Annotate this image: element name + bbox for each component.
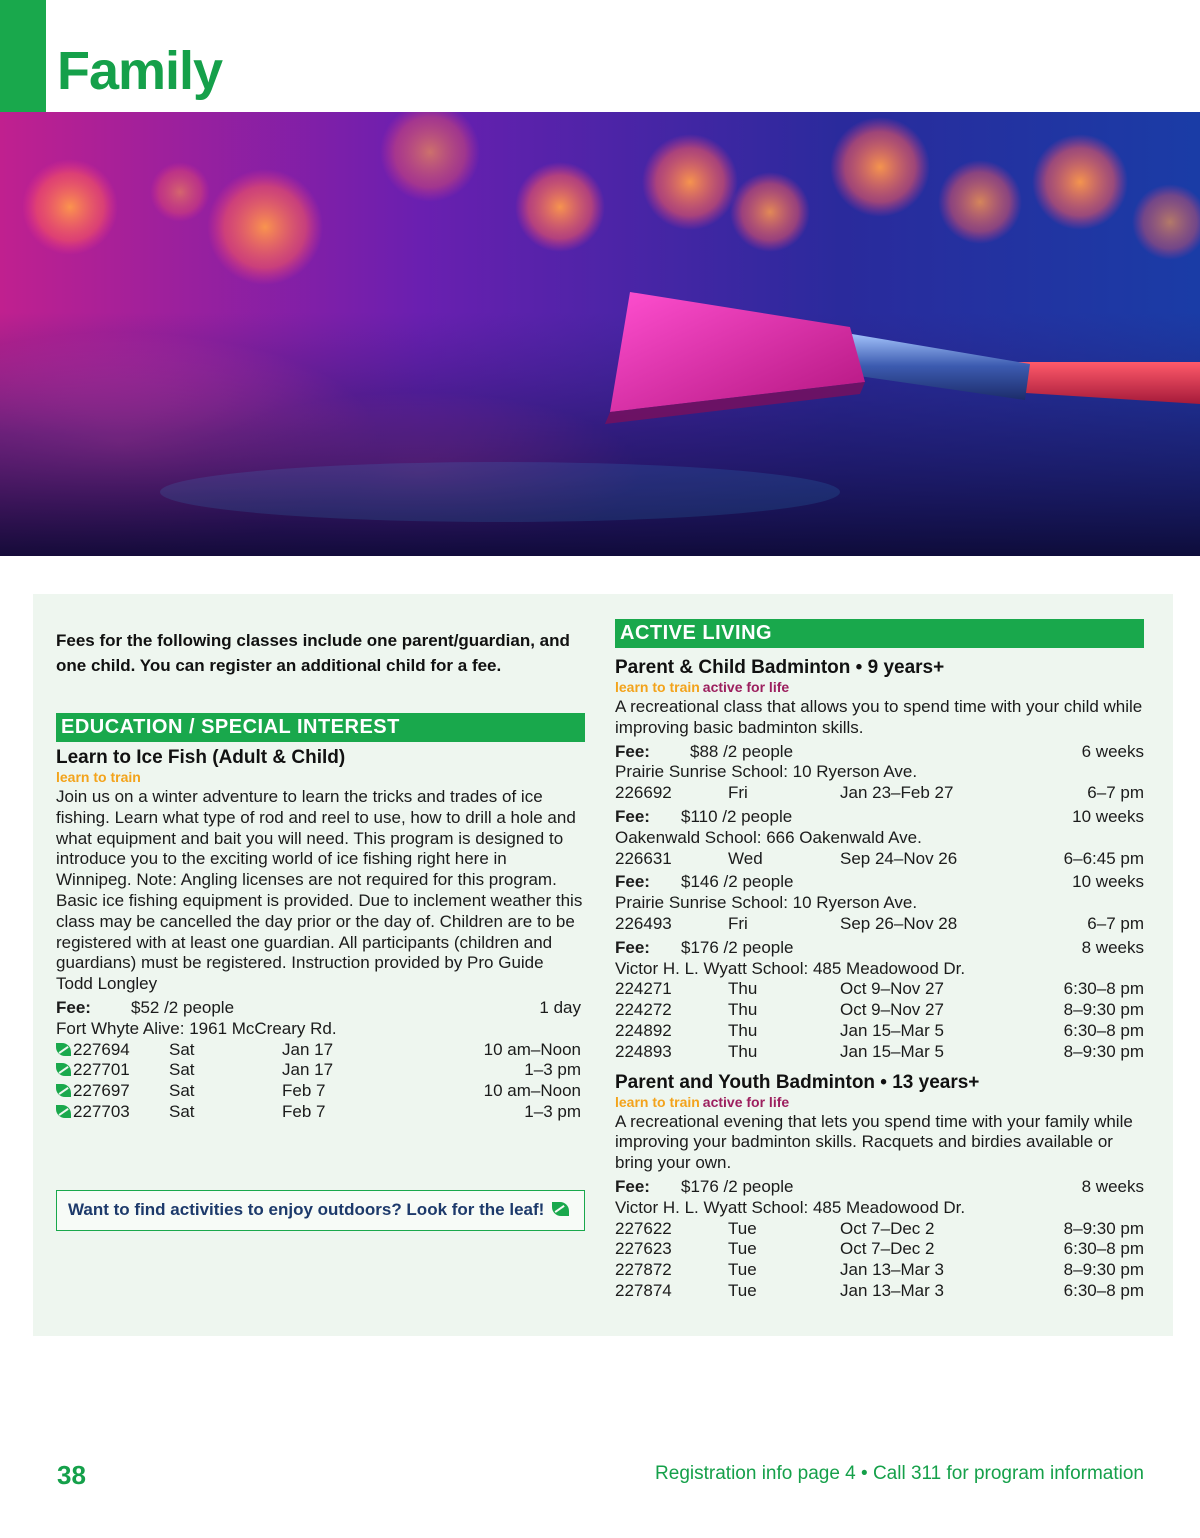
session-time: 10 am–Noon [483,1039,581,1059]
leaf-icon [56,1063,71,1076]
session-time: 8–9:30 pm [1063,1260,1144,1280]
session-row[interactable] [615,1281,1144,1302]
session-day: Fri [728,783,748,803]
program-tags [56,769,586,785]
fee-row [615,807,1144,828]
tag-learn-to-train: learn to train [56,769,141,785]
fee-label: Fee: [56,997,91,1017]
location: Fort Whyte Alive: 1961 McCreary Rd. [56,1018,337,1038]
session-day: Fri [728,913,748,933]
session-date: Feb 7 [282,1081,326,1101]
session-time: 8–9:30 pm [1063,1000,1144,1020]
location: Victor H. L. Wyatt School: 485 Meadowood Dr. [615,1197,966,1217]
session-time: 6–7 pm [1087,913,1144,933]
program-description: Join us on a winter adventure to learn the tricks and trades of ice fishing. Learn what type of rod and reel to use, how to drill a hole and what equipment and bait you will need. This program is designed to introduce you to the exciting world of ice fishing right here in Winnipeg. Note: Angling licenses are not required for this program. Basic ice fishing equipment is provided. Due to inclement weather this class may be cancelled the day prior or the day of. Children are to be registered with at least one guardian. All participants (children and guardians) must be registered. Instruction provided by Pro Guide Todd Longley [56,787,583,994]
course-code: 224893 [615,1041,672,1061]
program-description: A recreational evening that lets you spend time with your family while improving your badminton skills. Racquets and birdies available or bring your own. [615,1111,1133,1173]
session-row[interactable] [615,914,1144,935]
session-time: 6:30–8 pm [1063,1239,1144,1259]
fee-amount: $176 /2 people [681,1176,794,1196]
fee-amount: $176 /2 people [681,937,794,957]
page-title: Family [57,41,223,101]
course-code: 224892 [615,1020,672,1040]
session-day: Thu [728,979,758,999]
session-day: Sat [169,1101,195,1121]
leaf-icon [56,1043,71,1056]
session-row[interactable] [615,1021,1144,1042]
fee-label: Fee: [615,806,650,826]
session-date: Oct 7–Dec 2 [840,1218,935,1238]
program-title: Parent & Child Badminton • 9 years+ [615,657,945,678]
leaf-callout [56,1190,585,1231]
program-tags [615,679,1144,695]
course-code: 226493 [615,913,672,933]
location: Victor H. L. Wyatt School: 485 Meadowood Dr. [615,958,966,978]
session-day: Tue [728,1280,757,1300]
section-heading-education: EDUCATION / SPECIAL INTEREST [56,713,585,742]
left-column [56,628,586,1123]
session-day: Sat [169,1081,195,1101]
session-row[interactable] [615,1042,1144,1063]
course-code: 226631 [615,848,672,868]
fee-row [56,998,581,1019]
program-tags [615,1094,1144,1110]
session-row[interactable] [615,1219,1144,1240]
program-title: Parent and Youth Badminton • 13 years+ [615,1071,980,1093]
fee-label: Fee: [615,937,650,957]
session-date: Oct 7–Dec 2 [840,1239,935,1259]
session-date: Jan 15–Mar 5 [840,1041,944,1061]
session-time: 8–9:30 pm [1063,1041,1144,1061]
session-date: Jan 13–Mar 3 [840,1280,944,1300]
duration: 10 weeks [1072,806,1144,826]
leaf-icon [56,1084,71,1097]
course-code: 224271 [615,979,672,999]
session-day: Sat [169,1039,195,1059]
session-time: 8–9:30 pm [1063,1218,1144,1238]
session-row[interactable] [56,1102,581,1123]
tag-active-for-life: active for life [702,1093,790,1110]
session-date: Jan 13–Mar 3 [840,1260,944,1280]
intro-text: Fees for the following classes include one parent/guardian, and one child. You can register an additional child for a fee. [56,631,570,675]
session-date: Jan 17 [282,1039,334,1059]
program-title: Learn to Ice Fish (Adult & Child) [56,747,346,768]
duration: 6 weeks [1081,741,1144,761]
session-time: 6–7 pm [1087,783,1144,803]
location: Prairie Sunrise School: 10 Ryerson Ave. [615,762,918,782]
session-date: Sep 26–Nov 28 [840,913,958,933]
session-date: Oct 9–Nov 27 [840,979,944,999]
fee-amount: $146 /2 people [681,872,794,892]
fee-amount: $110 /2 people [681,806,793,826]
duration: 1 day [539,997,581,1017]
session-day: Thu [728,1041,758,1061]
tag-learn-to-train: learn to train [615,679,700,695]
location: Oakenwald School: 666 Oakenwald Ave. [615,827,922,847]
session-time: 6–6:45 pm [1063,848,1144,868]
tag-active-for-life: active for life [702,679,790,695]
fee-row [615,1177,1144,1198]
fee-label: Fee: [615,1176,650,1196]
duration: 8 weeks [1081,1176,1144,1196]
session-date: Sep 24–Nov 26 [840,848,958,868]
fee-label: Fee: [615,872,650,892]
session-row[interactable] [615,783,1144,804]
session-row[interactable] [56,1081,581,1102]
course-code: 227703 [73,1101,130,1121]
course-code: 224272 [615,1000,672,1020]
session-day: Thu [728,1020,758,1040]
session-day: Tue [728,1260,757,1280]
course-code: 227623 [615,1239,672,1259]
session-row[interactable] [615,1239,1144,1260]
session-date: Oct 9–Nov 27 [840,1000,944,1020]
fee-row [615,872,1144,893]
session-row[interactable] [615,1260,1144,1281]
course-code: 227622 [615,1218,672,1238]
session-date: Jan 23–Feb 27 [840,783,954,803]
duration: 8 weeks [1081,937,1144,957]
session-list [56,1040,581,1123]
course-code: 227874 [615,1280,672,1300]
fee-row [615,938,1144,959]
course-code: 227872 [615,1260,672,1280]
session-row[interactable] [615,1000,1144,1021]
session-day: Sat [169,1060,195,1080]
session-row[interactable] [56,1060,581,1081]
session-date: Jan 17 [282,1060,334,1080]
session-row[interactable] [615,979,1144,1000]
session-row[interactable] [56,1040,581,1061]
course-code: 227694 [73,1039,130,1059]
right-column [615,619,1144,1302]
fee-amount: $52 /2 people [131,997,235,1017]
fee-label: Fee: [615,741,650,761]
leaf-icon [56,1105,71,1118]
tag-learn-to-train: learn to train [615,1093,700,1110]
session-time: 1–3 pm [524,1101,581,1121]
session-time: 1–3 pm [524,1060,581,1080]
section-heading-active-living: ACTIVE LIVING [615,619,1144,648]
course-code: 226692 [615,783,672,803]
session-day: Thu [728,1000,758,1020]
session-time: 10 am–Noon [483,1081,581,1101]
fee-amount: $88 /2 people [690,741,794,761]
session-row[interactable] [615,849,1144,870]
session-date: Feb 7 [282,1101,326,1121]
session-day: Tue [728,1218,757,1238]
session-day: Wed [728,848,763,868]
session-time: 6:30–8 pm [1063,1280,1144,1300]
leaf-callout-text: Want to find activities to enjoy outdoors? Look for the leaf! [68,1200,545,1219]
hero-image-paintbrush [0,112,1200,556]
header-accent-bar [0,0,46,112]
program-description: A recreational class that allows you to spend time with your child while improving basic badminton skills. [615,697,1143,737]
course-code: 227697 [73,1081,130,1101]
leaf-icon [552,1202,569,1216]
course-code: 227701 [73,1060,130,1080]
session-time: 6:30–8 pm [1063,979,1144,999]
footer-text: Registration info page 4 • Call 311 for program information [655,1463,1144,1484]
session-date: Jan 15–Mar 5 [840,1020,944,1040]
session-day: Tue [728,1239,757,1259]
location: Prairie Sunrise School: 10 Ryerson Ave. [615,893,918,913]
page-number: 38 [57,1460,86,1490]
duration: 10 weeks [1072,872,1144,892]
session-time: 6:30–8 pm [1063,1020,1144,1040]
fee-row [615,742,1144,763]
